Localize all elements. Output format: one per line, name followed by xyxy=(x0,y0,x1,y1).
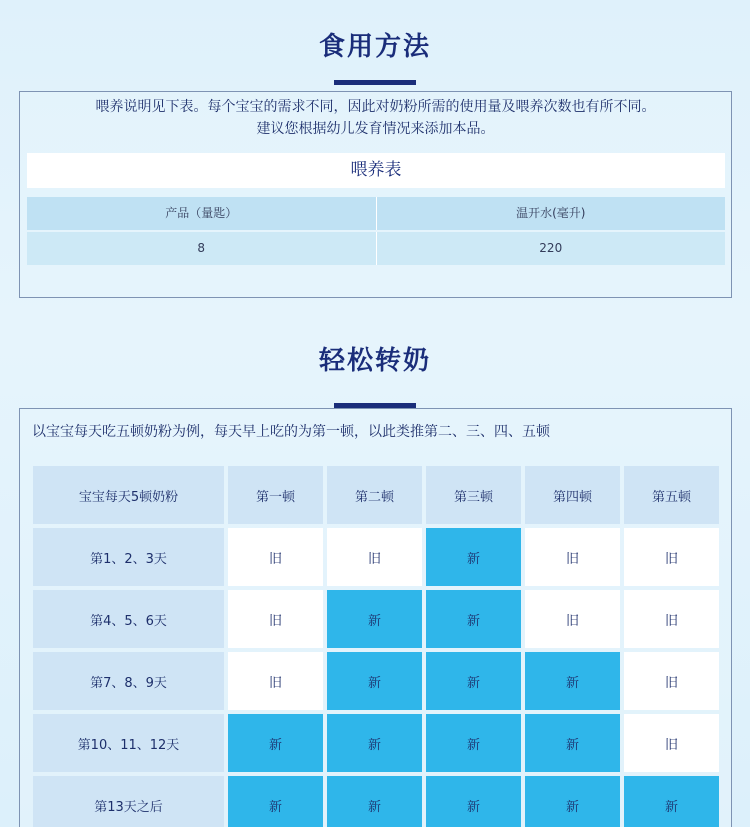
switch-col-header: 第四顿 xyxy=(525,466,620,524)
switch-row xyxy=(33,528,719,586)
switch-row-label: 第13天之后 xyxy=(33,776,224,827)
switch-row-label: 第7、8、9天 xyxy=(33,652,224,710)
switch-cell-old: 旧 xyxy=(327,528,422,586)
switch-cell-old: 旧 xyxy=(228,590,323,648)
switch-cell-new: 新 xyxy=(525,714,620,772)
usage-panel xyxy=(19,91,732,298)
switch-cell-new: 新 xyxy=(525,776,620,827)
switch-row xyxy=(33,714,719,772)
usage-intro xyxy=(20,92,731,140)
switch-cell-new: 新 xyxy=(327,714,422,772)
switch-cell-old: 旧 xyxy=(624,590,719,648)
switch-cell-old: 旧 xyxy=(624,528,719,586)
switch-col-header: 第一顿 xyxy=(228,466,323,524)
feeding-table-title: 喂养表 xyxy=(27,153,725,188)
switch-cell-old: 旧 xyxy=(624,714,719,772)
usage-intro-line1: 喂养说明见下表。每个宝宝的需求不同，因此对奶粉所需的使用量及喂养次数也有所不同。 xyxy=(95,99,656,115)
usage-intro-line2: 建议您根据幼儿发育情况来添加本品。 xyxy=(256,121,495,137)
switch-cell-new: 新 xyxy=(426,776,521,827)
switch-cell-old: 旧 xyxy=(525,590,620,648)
switch-cell-new: 新 xyxy=(327,776,422,827)
switch-section-title: 轻松转奶 xyxy=(318,346,431,376)
switch-corner-header: 宝宝每天5顿奶粉 xyxy=(33,466,224,524)
switch-cell-old: 旧 xyxy=(228,528,323,586)
feeding-table-value-row xyxy=(27,232,725,265)
switch-row-label: 第4、5、6天 xyxy=(33,590,224,648)
switch-col-header: 第五顿 xyxy=(624,466,719,524)
switch-cell-new: 新 xyxy=(228,714,323,772)
switch-cell-new: 新 xyxy=(228,776,323,827)
switch-header-row xyxy=(33,466,719,524)
feeding-header-scoops: 产品（量匙） xyxy=(165,206,238,220)
feeding-value-scoops: 8 xyxy=(197,241,206,255)
feeding-table-header-row xyxy=(27,197,725,230)
switch-cell-new: 新 xyxy=(426,528,521,586)
switch-cell-old: 旧 xyxy=(624,652,719,710)
switch-cell-new: 新 xyxy=(327,652,422,710)
switch-col-header: 第三顿 xyxy=(426,466,521,524)
switch-intro: 以宝宝每天吃五顿奶粉为例，每天早上吃的为第一顿，以此类推第二、三、四、五顿 xyxy=(32,424,550,440)
switch-panel xyxy=(19,408,732,827)
feeding-value-water: 220 xyxy=(376,232,726,265)
feeding-header-water: 温开水(毫升) xyxy=(376,197,726,230)
switch-cell-new: 新 xyxy=(624,776,719,827)
switch-row-label: 第1、2、3天 xyxy=(33,528,224,586)
usage-section-title: 食用方法 xyxy=(318,32,431,62)
switch-col-header: 第二顿 xyxy=(327,466,422,524)
switch-cell-new: 新 xyxy=(426,714,521,772)
switch-row xyxy=(33,590,719,648)
switch-cell-new: 新 xyxy=(426,590,521,648)
switch-cell-old: 旧 xyxy=(525,528,620,586)
usage-title-underline xyxy=(334,80,416,85)
switch-cell-new: 新 xyxy=(327,590,422,648)
switch-row xyxy=(33,652,719,710)
switch-cell-new: 新 xyxy=(426,652,521,710)
switch-cell-new: 新 xyxy=(525,652,620,710)
switch-schedule-table xyxy=(29,462,723,827)
switch-row-label: 第10、11、12天 xyxy=(33,714,224,772)
switch-cell-old: 旧 xyxy=(228,652,323,710)
switch-row xyxy=(33,776,719,827)
